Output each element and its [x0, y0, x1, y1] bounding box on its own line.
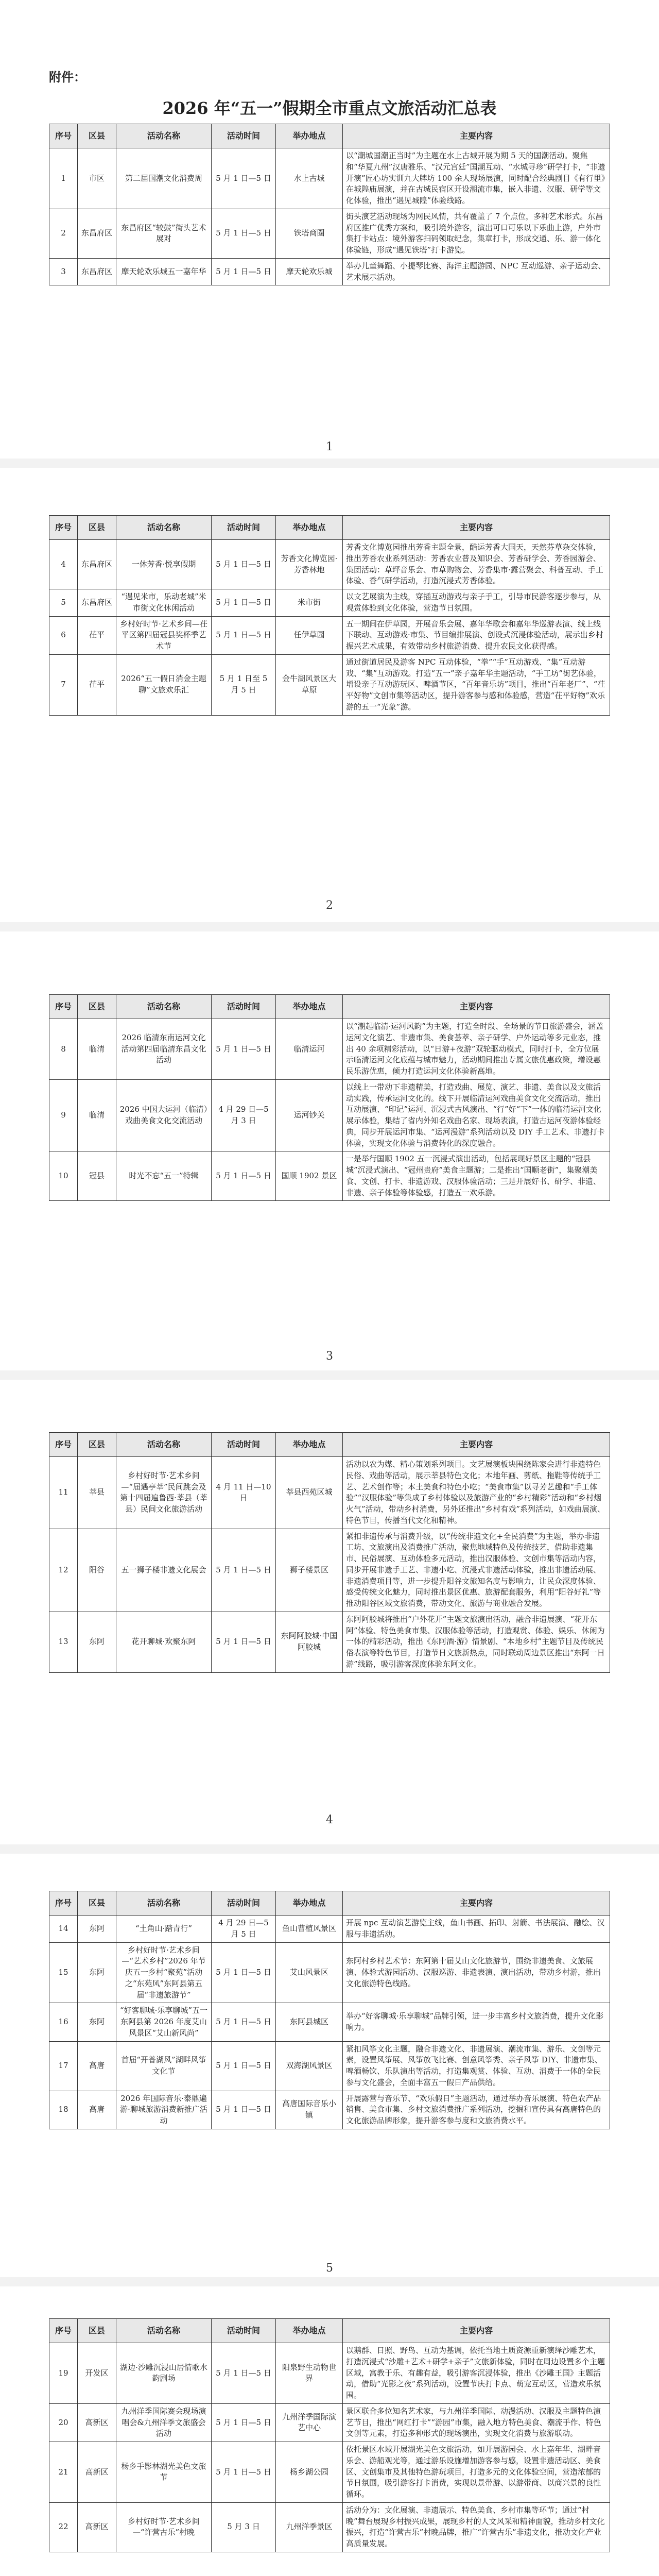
cell-time: 5 月 1 日—5 日 [212, 148, 276, 209]
cell-no: 22 [49, 2502, 78, 2552]
cell-name: 乡村好时节·艺术乡间—“届遇亭莘”民间跳会及第十四届遍鲁西·莘县（莘县）民间文化旅游活动 [116, 1457, 212, 1529]
page-separator [0, 1844, 659, 1854]
cell-time: 5 月 1 日—5 日 [212, 540, 276, 589]
column-header: 序号 [49, 1891, 78, 1916]
column-header: 举办地点 [276, 2319, 343, 2343]
cell-no: 16 [49, 2003, 78, 2041]
column-header: 活动名称 [116, 516, 212, 540]
cell-content: 芳香文化博览园推出芳香主题全景，酷运芳香大国天，天然芬草杂交体验，推出芳香农业系列活动：芳香农业普及知识会、芳香研学会、芳香园游会、集团活动：草坪音乐会、市草购物会、芳香集市·露营聚会、科普互动、手工体验、香气研学活动，打造沉浸式芳香体验。 [343, 540, 610, 589]
cell-place: 九州洋季景区 [276, 2502, 343, 2552]
cell-no: 21 [49, 2442, 78, 2503]
table-row [49, 1529, 610, 1612]
cell-place: 阳泉野生动物世界 [276, 2343, 343, 2404]
table-row [49, 540, 610, 589]
cell-district: 茌平 [78, 654, 116, 715]
column-header: 主要内容 [343, 1433, 610, 1457]
cell-no: 13 [49, 1612, 78, 1672]
cell-district: 高新区 [78, 2442, 116, 2503]
column-header: 序号 [49, 1433, 78, 1457]
cell-content: 活动以农为媒、精心策划系列项目。文艺展演板块围绕陈家会进行非遗特色民俗、戏曲等活动，展示莘县特色文化；本地年画、剪纸、拖鞋等传统手工艺、艺术创作等；本土美食和特色小吃；“美食市集”以寻芳艺趣和“手工体验”“汉服体验”等集成了乡村体验以及旅游产业的“乡村精彩”活动和“乡村烟火气”活动，带动乡村消费，另外还推出“乡村有戏”系列活动，如戏曲展演、特色节目，传播当代文化和精神。 [343, 1457, 610, 1529]
cell-district: 冠县 [78, 1151, 116, 1201]
cell-district: 东昌府区 [78, 589, 116, 617]
cell-no: 11 [49, 1457, 78, 1529]
cell-name: 2026 临清东南运河文化活动第四届临清东昌文化活动 [116, 1019, 212, 1080]
cell-time: 5 月 1 日—5 日 [212, 1612, 276, 1672]
cell-place: 临清运河 [276, 1019, 343, 1080]
column-header: 区县 [78, 124, 116, 148]
table-row [49, 1916, 610, 1943]
cell-place: 国顺 1902 景区 [276, 1151, 343, 1201]
cell-name: 摩天轮欢乐城五一嘉年华 [116, 258, 212, 285]
attachment-label: 附件： [49, 70, 86, 84]
cell-name: 首届“开普湖风”湖畔风筝文化节 [116, 2041, 212, 2091]
cell-district: 高唐 [78, 2041, 116, 2091]
cell-district: 东昌府区 [78, 258, 116, 285]
cell-time: 5 月 1 日—5 日 [212, 1529, 276, 1612]
column-header: 区县 [78, 995, 116, 1019]
column-header: 活动时间 [212, 2319, 276, 2343]
activity-table-page-2 [49, 515, 610, 716]
column-header: 活动时间 [212, 1891, 276, 1916]
cell-place: 狮子楼景区 [276, 1529, 343, 1612]
cell-no: 3 [49, 258, 78, 285]
column-header: 活动时间 [212, 1433, 276, 1457]
column-header: 主要内容 [343, 124, 610, 148]
column-header: 主要内容 [343, 1891, 610, 1916]
cell-place: 东阿阿胶城·中国阿胶城 [276, 1612, 343, 1672]
column-header: 举办地点 [276, 516, 343, 540]
page-separator [0, 459, 659, 468]
cell-district: 茌平 [78, 616, 116, 654]
cell-name: 第二届国潮文化消费周 [116, 148, 212, 209]
cell-no: 6 [49, 616, 78, 654]
cell-time: 5 月 1 日—5 日 [212, 1151, 276, 1201]
column-header: 活动时间 [212, 995, 276, 1019]
cell-district: 东阿 [78, 1942, 116, 2003]
column-header: 活动名称 [116, 2319, 212, 2343]
table-row [49, 654, 610, 715]
cell-name: 湖边·沙雕沉浸山居情歌水韵剧场 [116, 2343, 212, 2404]
column-header: 区县 [78, 1433, 116, 1457]
cell-name: “好客聊城·乐享聊城”五一东阿县第 2026 年度艾山风景区“艾山新风尚” [116, 2003, 212, 2041]
cell-name: 时光不忘“五一”特辑 [116, 1151, 212, 1201]
cell-name: 2026 中国大运河（临清）戏曲美食文化交流活动 [116, 1079, 212, 1151]
table-row [49, 1079, 610, 1151]
cell-content: 紧扣非遗传承与消费升级，以“传统非遗文化+全民消费”为主题，举办非遗工坊、文旅演出及消费推广活动，聚焦地域特色及传统技艺，借助非遗集市、民俗展演、互动体验多元活动，推出汉服体验、文创市集等活动内容，同步开展非遗手工艺、非遗小吃、沉浸式非遗活动体验，推出非遗活动展、非遗消费项目等，进一步提升阳谷文旅知名度与影响力，让民众深度体验、感受传统文化魅力，同时推出景区优惠、旅游配套服务，利用“阳谷好礼”等推动阳谷区域文旅消费，带动文化、旅游与商业融合发展。 [343, 1529, 610, 1612]
column-header: 区县 [78, 516, 116, 540]
cell-time: 5 月 1 日—5 日 [212, 2003, 276, 2041]
cell-place: 九州洋季国际演艺中心 [276, 2403, 343, 2442]
cell-time: 5 月 3 日 [212, 2502, 276, 2552]
cell-place: 芳香文化博览园·芳香林地 [276, 540, 343, 589]
cell-name: 2026“五一假日消金主题聊”文旅欢乐汇 [116, 654, 212, 715]
cell-time: 5 月 1 日—5 日 [212, 2041, 276, 2091]
column-header: 区县 [78, 1891, 116, 1916]
cell-name: 花开聊城·欢聚东阿 [116, 1612, 212, 1672]
cell-time: 5 月 1 日—5 日 [212, 1019, 276, 1080]
page-separator [0, 1370, 659, 1380]
cell-time: 4 月 29 日—5 月 3 日 [212, 1079, 276, 1151]
cell-content: 以“潮起临清·运河风韵”为主题，打造全时段、全场景的节日旅游盛会，涵盖运河文化演艺、非遗市集、美食荟萃、亲子研学、户外运动等多元业态，推出 40 余项精彩活动，以“日游+夜游”双轮驱动模式，同时打卡，全方位展示临清运河文化底蕴与城市魅力，活动期间推出专属文旅优惠政策，增设惠民乐游优惠，倾力打造运河文化体验新高地。 [343, 1019, 610, 1080]
table-header-row [49, 516, 610, 540]
column-header: 主要内容 [343, 995, 610, 1019]
cell-name: 杨乡手影林湖光美色文旅节 [116, 2442, 212, 2503]
column-header: 主要内容 [343, 2319, 610, 2343]
cell-time: 5 月 1 日—5 日 [212, 2091, 276, 2129]
cell-no: 5 [49, 589, 78, 617]
table-row [49, 2343, 610, 2404]
column-header: 序号 [49, 995, 78, 1019]
cell-place: 杨乡湖公园 [276, 2442, 343, 2503]
cell-time: 5 月 1 日—5 日 [212, 589, 276, 617]
activity-table-page-4 [49, 1432, 610, 1673]
cell-name: 乡村好时节·艺术乡间—茌平区第四届冠县奖杯季艺术节 [116, 616, 212, 654]
table-row [49, 148, 610, 209]
cell-time: 5 月 1 日—5 日 [212, 2403, 276, 2442]
cell-place: 任伊草园 [276, 616, 343, 654]
cell-no: 15 [49, 1942, 78, 2003]
cell-time: 5 月 1 日—5 日 [212, 2343, 276, 2404]
cell-place: 高唐国际音乐小镇 [276, 2091, 343, 2129]
cell-no: 19 [49, 2343, 78, 2404]
cell-name: 五一狮子楼非遗文化展会 [116, 1529, 212, 1612]
cell-no: 12 [49, 1529, 78, 1612]
cell-time: 4 月 11 日—10 日 [212, 1457, 276, 1529]
cell-district: 东阿 [78, 1612, 116, 1672]
cell-no: 17 [49, 2041, 78, 2091]
column-header: 举办地点 [276, 995, 343, 1019]
column-header: 活动时间 [212, 516, 276, 540]
page-number: 4 [326, 1814, 333, 1826]
activity-table-page-1 [49, 124, 610, 285]
table-row [49, 2003, 610, 2041]
cell-content: 东阿村乡村艺术节：东阿第十届艾山文化旅游节，围绕非遗美食、文旅展演、体验式游园活动、汉服巡游、非遗表演、演出活动，带动乡村游，推出文化旅游特色线路。 [343, 1942, 610, 2003]
cell-no: 14 [49, 1916, 78, 1943]
table-header-row [49, 2319, 610, 2343]
page-separator [0, 922, 659, 931]
cell-district: 高新区 [78, 2403, 116, 2442]
column-header: 活动名称 [116, 995, 212, 1019]
cell-place: 艾山风景区 [276, 1942, 343, 2003]
table-row [49, 589, 610, 617]
table-row [49, 258, 610, 285]
cell-content: 以文艺展演为主线，穿插互动游戏与亲子手工，引导市民游客逐步参与，从观赏体验到文化体验，营造节日氛围。 [343, 589, 610, 617]
cell-district: 东昌府区 [78, 209, 116, 258]
cell-district: 高唐 [78, 2091, 116, 2129]
cell-content: 开展露营与音乐节、“欢乐假日”主题活动，通过举办音乐展演、特色农产品销售、美食市集、乡村文旅消费推广系列活动，挖掘和宣传具有高唐特色的文化旅游品牌形象，提升游客参与度和文旅消费水平。 [343, 2091, 610, 2129]
document-title: 2026 年“五一”假期全市重点文旅活动汇总表 [162, 98, 497, 118]
table-header-row [49, 1891, 610, 1916]
cell-no: 2 [49, 209, 78, 258]
column-header: 活动名称 [116, 124, 212, 148]
table-header-row [49, 1433, 610, 1457]
page-number: 2 [326, 899, 333, 912]
page-number: 5 [326, 2262, 333, 2275]
page-number: 3 [326, 1350, 333, 1363]
cell-name: 乡村好时节·艺术乡间—“艺术乡村”2026 年节庆五一乡村“聚苑”活动之“东苑风”东阿县第五届“非遗旅游节” [116, 1942, 212, 2003]
table-row [49, 1942, 610, 2003]
cell-district: 高新区 [78, 2502, 116, 2552]
cell-no: 4 [49, 540, 78, 589]
table-row [49, 1151, 610, 1201]
activity-table-page-3 [49, 994, 610, 1201]
table-row [49, 1612, 610, 1672]
cell-place: 运河钞关 [276, 1079, 343, 1151]
cell-district: 莘县 [78, 1457, 116, 1529]
column-header: 序号 [49, 2319, 78, 2343]
table-row [49, 209, 610, 258]
cell-name: 2026 年国际音乐·泰鼎遍游·聊城旅游消费新推广活动 [116, 2091, 212, 2129]
cell-content: 以线上一带动下非遗精美，打造戏曲、展览、演艺、非遗、美食以及文旅活动实践，传承运河文化的。线下开展临清运河戏曲美食文化交流活动，推出互动展演、“印记”运河、沉浸式古风演出、“行”好“下”一体的临清运河文化展示体验，集结了省内外知名戏曲名家、现场表演，打造古运河夜游体验经典，同步开展运河市集、“运河漫游”系列活动以及 DIY 手工艺术、非遗打卡体验，实现文化体验与消费转化的深度融合。 [343, 1079, 610, 1151]
cell-name: 乡村好时节·艺术乡间—“许营古乐”村晚 [116, 2502, 212, 2552]
cell-content: 依托景区水域开展湖光美色文旅活动，如开展游园会、水上嘉年华、湖畔音乐会、游船观光等，通过游乐设施增加游客参与感，设置非遗活动区、美食区、文创集市及其他特色游玩项目，打造多元的文化体验空间，营造浓郁的节日氛围，吸引游客打卡消费，实现以景带游、以游带商、以商兴景的良性循环。 [343, 2442, 610, 2503]
cell-name: 一休芳香·悦享假期 [116, 540, 212, 589]
column-header: 活动名称 [116, 1891, 212, 1916]
table-row [49, 2091, 610, 2129]
cell-time: 5 月 1 日至 5 月 5 日 [212, 654, 276, 715]
cell-place: 双海湖风景区 [276, 2041, 343, 2091]
cell-place: 水上古城 [276, 148, 343, 209]
cell-district: 开发区 [78, 2343, 116, 2404]
cell-content: 举办“好客聊城·乐享聊城”品牌引领，进一步丰富乡村文旅消费，提升文化影响力。 [343, 2003, 610, 2041]
table-row [49, 616, 610, 654]
cell-name: “遇见米市，乐动老城”米市街文化休闲活动 [116, 589, 212, 617]
cell-content: 以“潮城国潮正当时”为主题在水上古城开展为期 5 天的国潮活动。聚焦和“华夏九州”汉唐雅乐、“汉元宫廷”国潮互动、“水城寻珍”研学打卡，“非遗开演”匠心坊实训九大牌坊 100 余人现场展演，同时配合经典剧目《有行里》在城隍庙展演，并在古城民宿区开设潮流市集，嵌入非遗、汉服、研学等文化体验，推出“遇见城隍”体验线路。 [343, 148, 610, 209]
cell-no: 9 [49, 1079, 78, 1151]
column-header: 主要内容 [343, 516, 610, 540]
page-number: 1 [326, 440, 333, 453]
page-separator [0, 2277, 659, 2286]
table-row [49, 1019, 610, 1080]
cell-content: 五一期间在伊草园，开展音乐会展、嘉年华歌会和嘉年华巡游表演、线上线下联动、互动游戏·市集、节目编排展演、创设式沉浸体验活动，展示出乡村振兴艺术成果，有效带动乡村旅游消费、提升农民文化获得感。 [343, 616, 610, 654]
cell-name: 东昌府区“较鼓”街头艺术展对 [116, 209, 212, 258]
cell-name: “土角山·踏青行” [116, 1916, 212, 1943]
cell-district: 临清 [78, 1019, 116, 1080]
cell-place: 米市街 [276, 589, 343, 617]
cell-place: 铁塔商圈 [276, 209, 343, 258]
cell-district: 东阿 [78, 2003, 116, 2041]
column-header: 举办地点 [276, 124, 343, 148]
table-row [49, 1457, 610, 1529]
column-header: 举办地点 [276, 1433, 343, 1457]
cell-place: 鱼山曹植风景区 [276, 1916, 343, 1943]
activity-table-page-5 [49, 1891, 610, 2129]
cell-name: 九州洋季国际赛会现场演唱会&九州洋季文旅盛会活动 [116, 2403, 212, 2442]
activity-table-page-6 [49, 2318, 610, 2552]
cell-place: 金牛湖风景区大草原 [276, 654, 343, 715]
cell-place: 东阿县城区 [276, 2003, 343, 2041]
cell-place: 莘县西苑区城 [276, 1457, 343, 1529]
cell-district: 东昌府区 [78, 540, 116, 589]
column-header: 序号 [49, 516, 78, 540]
cell-time: 4 月 29 日—5 月 5 日 [212, 1916, 276, 1943]
cell-content: 举办儿童舞蹈、小提琴比赛、海洋主题游园、NPC 互动巡游、亲子运动会、艺术展示活动。 [343, 258, 610, 285]
cell-place: 摩天轮欢乐城 [276, 258, 343, 285]
cell-time: 5 月 1 日—5 日 [212, 1942, 276, 2003]
cell-content: 一是举行国顺 1902 五一沉浸式演出活动，包括展现好景区主题的“冠县城”沉浸式演出、“冠州贵府”美食主题游；二是推出“国顺老街”，集聚潮美食、文创、打卡、非遗游戏、汉服体验活动；三是开展好书、研学、非遗、非遗、亲子体验等体验感，打造五一欢乐游。 [343, 1151, 610, 1201]
cell-time: 5 月 1 日—5 日 [212, 2442, 276, 2503]
cell-district: 临清 [78, 1079, 116, 1151]
cell-content: 开展 npc 互动演艺游览主线，鱼山书画、拓印、射箭、书法展演、融绘、汉服与非遗活动。 [343, 1916, 610, 1943]
table-row [49, 2041, 610, 2091]
cell-content: 东阿阿胶城将推出“户外花开”主题文旅演出活动，融合非遗展演、“花开东阿”体验、特色美食市集、汉服体验等活动，打造观赏、体验、娱乐、休闲为一体的精彩活动，推出《东阿酒·游》情景剧、“本地乡村”主题节目及传统民俗表演等特色节目，打造节日文旅新热点，同时联动周边景区推出“东阿一日游”线路，吸引游客深度体验东阿文化。 [343, 1612, 610, 1672]
column-header: 序号 [49, 124, 78, 148]
column-header: 区县 [78, 2319, 116, 2343]
cell-district: 市区 [78, 148, 116, 209]
cell-content: 以鹅群、日照、野鸟、互动为基调，依托当地土质资源重新演绎沙雕艺术，打造沉浸式“沙雕+艺术+研学+亲子”文旅新体验，同时在周边设置多个主题区域，寓教于乐、有趣有益，吸引游客沉浸体验，推出《沙雕王国》主题活动，借助“光影之夜”系列活动，设置节庆打卡点、萌宠互动区，营造欢乐氛围。 [343, 2343, 610, 2404]
cell-no: 1 [49, 148, 78, 209]
column-header: 活动时间 [212, 124, 276, 148]
cell-no: 20 [49, 2403, 78, 2442]
table-header-row [49, 995, 610, 1019]
cell-time: 5 月 1 日—5 日 [212, 616, 276, 654]
cell-no: 7 [49, 654, 78, 715]
cell-no: 8 [49, 1019, 78, 1080]
cell-content: 通过街道居民及游客 NPC 互动体验，“拳”“手”互动游戏、“集”互动游戏、“集”互动游戏。打造“五一”亲子嘉年华主题活动，“手工坊”街艺体验，增设亲子互动游玩区、啤酒节区，“百年音乐坊”项目，推出“百年老厂”、“茌平好物”文创市集等活动区，提升游客参与感和体验感，营造“茌平好物”欢乐游的五一“光象”游。 [343, 654, 610, 715]
cell-content: 景区联合多位知名艺术家，与九州洋季国际、动漫活动、汉服及主题特色演艺节目，推出“网红打卡”“游园”市集，融入地方特色美食、潮流手作、特色文创等元素，打造多种形式的现场演出，实现文化消费与旅游联动。 [343, 2403, 610, 2442]
table-row [49, 2502, 610, 2552]
cell-content: 紧扣风筝文化主题，融合非遗文化、非遗展演、潮流市集、游乐、文创等元素，设置风筝展、风筝放飞比赛、创意风筝秀、亲子风筝 DIY、非遗市集、啤酒畅饮、乐队演出等活动，打造集观赏、体验、互动、消费于一体的全民参与文化盛会，全面丰富五一假日产品供给。 [343, 2041, 610, 2091]
cell-no: 18 [49, 2091, 78, 2129]
column-header: 活动名称 [116, 1433, 212, 1457]
cell-time: 5 月 1 日—5 日 [212, 209, 276, 258]
table-header-row [49, 124, 610, 148]
cell-district: 东阿 [78, 1916, 116, 1943]
cell-content: 活动分为：文化展演、非遗展示、特色美食、乡村市集等环节；通过“村晚”舞台展现乡村振兴成果，展现乡村的人文风采和精神面貌，推动乡村文化振兴，打造“许营古乐”村晚品牌，推广“许营古乐”非遗文化，推动文化产业高质量发展。 [343, 2502, 610, 2552]
table-row [49, 2442, 610, 2503]
column-header: 举办地点 [276, 1891, 343, 1916]
cell-district: 阳谷 [78, 1529, 116, 1612]
cell-no: 10 [49, 1151, 78, 1201]
cell-content: 街头演艺活动现场为网民风情，共有覆盖了 7 个点位，多种艺术形式。东昌府区推广优秀方案和，吸引境外游客，演出可口可乐以下乐曲上游，户外市集打卡站点：境外游客扫码领取纪念，集章打卡，形成交通、乐、游一体化体验链，形成“遇见铁塔”打卡游览。 [343, 209, 610, 258]
cell-time: 5 月 1 日—5 日 [212, 258, 276, 285]
table-row [49, 2403, 610, 2442]
